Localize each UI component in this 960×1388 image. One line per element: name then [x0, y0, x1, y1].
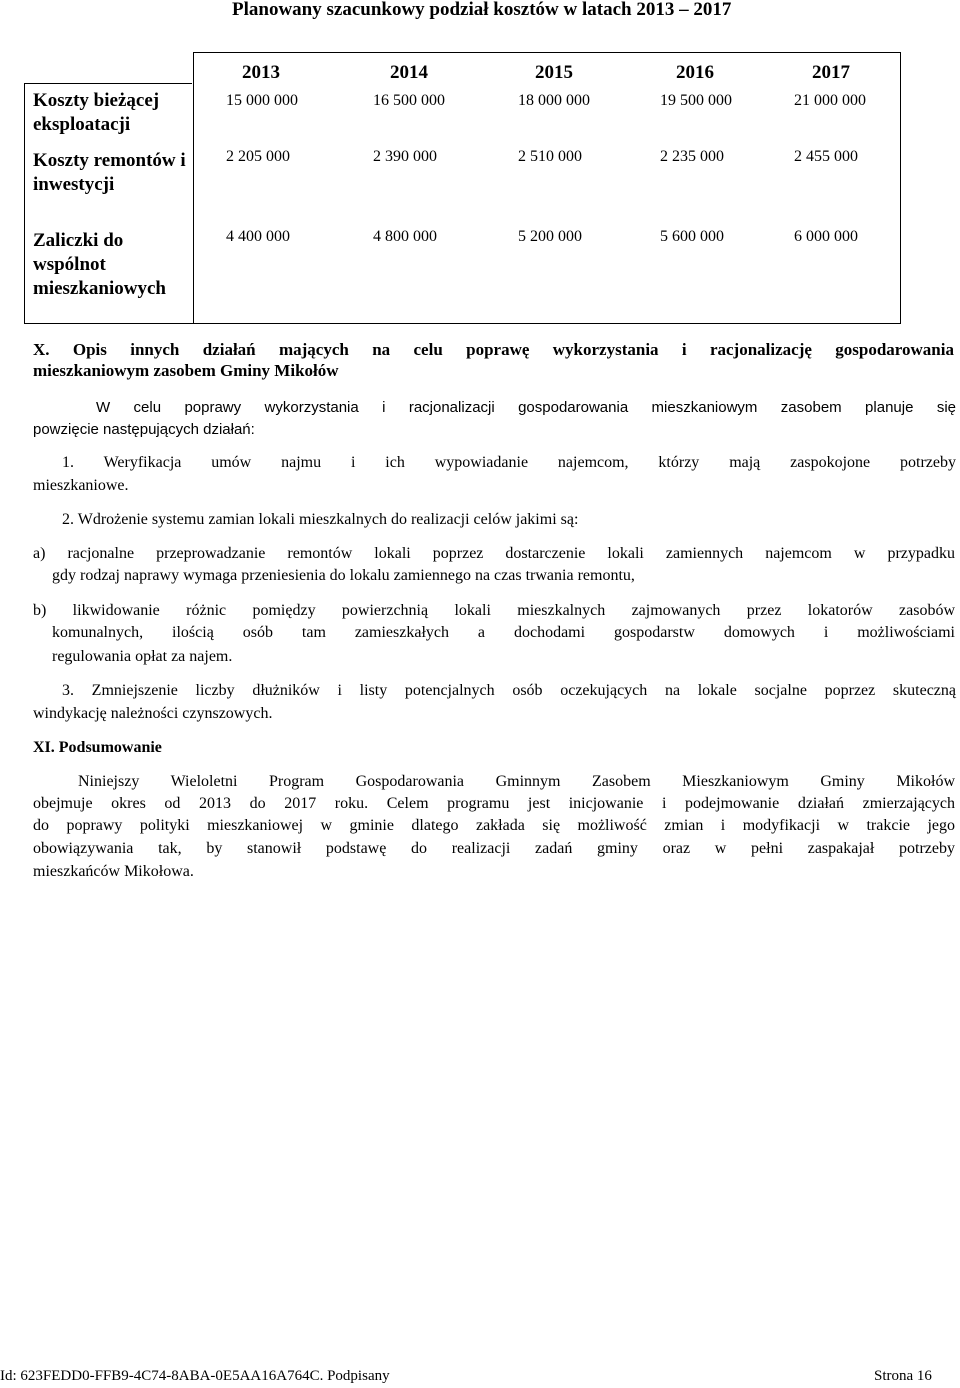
- list-item-2b: b) likwidowanie różnic pomiędzy powierzchnią lokali mieszkalnych zajmowanych przez lokatorów zasobów: [33, 602, 955, 619]
- section-x-intro-cont: powzięcie następujących działań:: [33, 421, 255, 438]
- document-id: Id: 623FEDD0-FFB9-4C74-8ABA-0E5AA16A764C. Podpisany: [0, 1368, 390, 1384]
- section-xi-heading: XI. Podsumowanie: [33, 739, 162, 756]
- cell-value: 2 205 000: [226, 148, 290, 165]
- list-item-3-cont: windykację należności czynszowych.: [33, 705, 273, 722]
- year-header: 2013: [242, 62, 280, 83]
- list-item-2a-cont: gdy rodzaj naprawy wymaga przeniesienia do lokalu zamiennego na czas trwania remontu,: [52, 567, 635, 584]
- cell-value: 5 200 000: [518, 228, 582, 245]
- cell-value: 16 500 000: [373, 92, 445, 109]
- cell-value: 19 500 000: [660, 92, 732, 109]
- cell-value: 2 390 000: [373, 148, 437, 165]
- row-label-community-advances: Zaliczki do wspólnot mieszkaniowych: [33, 230, 166, 299]
- list-item-2b-cont: regulowania opłat za najem.: [52, 648, 233, 665]
- section-x-heading-cont: mieszkaniowym zasobem Gminy Mikołów: [33, 361, 339, 380]
- list-item-2: 2. Wdrożenie systemu zamian lokali mieszkalnych do realizacji celów jakimi są:: [62, 511, 579, 528]
- section-x-heading: X. Opis innych działań mających na celu poprawę wykorzystania i racjonalizację gospodarowania: [33, 340, 954, 359]
- row-label-operating-costs: Koszty bieżącej eksploatacji: [33, 90, 160, 135]
- list-item-3: 3. Zmniejszenie liczby dłużników i listy potencjalnych osób oczekujących na lokale socjalne poprzez skuteczną: [62, 682, 956, 699]
- summary-paragraph: Niniejszy Wieloletni Program Gospodarowania Gminnym Zasobem Mieszkaniowym Gminy Mikołów: [78, 773, 955, 790]
- row-label-renovation-costs: Koszty remontów i inwestycji: [33, 150, 186, 195]
- page-title: Planowany szacunkowy podział kosztów w latach 2013 – 2017: [232, 0, 732, 20]
- values-grid: [193, 52, 901, 324]
- section-x-intro: W celu poprawy wykorzystania i racjonalizacji gospodarowania mieszkaniowym zasobem planuje się: [96, 399, 956, 416]
- cell-value: 4 400 000: [226, 228, 290, 245]
- summary-paragraph-cont: obejmuje okres od 2013 do 2017 roku. Celem programu jest inicjowanie i podejmowanie działań zmierzających: [33, 795, 955, 812]
- summary-paragraph-cont: obowiązywania tak, by stanowił podstawę do realizacji zadań gminy oraz w pełni zaspakajał potrzeby: [33, 840, 955, 857]
- year-header: 2015: [535, 62, 573, 83]
- cost-table: [24, 52, 900, 323]
- cell-value: 2 455 000: [794, 148, 858, 165]
- summary-paragraph-cont: mieszkańców Mikołowa.: [33, 863, 194, 880]
- cell-value: 21 000 000: [794, 92, 866, 109]
- summary-paragraph-cont: do poprawy polityki mieszkaniowej w gminie dlatego zakłada się możliwość zmian i modyfikacji w trakcie jego: [33, 817, 955, 834]
- year-header: 2014: [390, 62, 428, 83]
- cell-value: 18 000 000: [518, 92, 590, 109]
- year-header: 2017: [812, 62, 850, 83]
- year-header: 2016: [676, 62, 714, 83]
- cell-value: 2 235 000: [660, 148, 724, 165]
- list-item-1: 1. Weryfikacja umów najmu i ich wypowiadanie najemcom, którzy mają zaspokojone potrzeby: [62, 454, 956, 471]
- list-item-1-cont: mieszkaniowe.: [33, 477, 129, 494]
- cell-value: 5 600 000: [660, 228, 724, 245]
- row-labels: [24, 83, 194, 324]
- cell-value: 2 510 000: [518, 148, 582, 165]
- cell-value: 4 800 000: [373, 228, 437, 245]
- cell-value: 15 000 000: [226, 92, 298, 109]
- list-item-2a: a) racjonalne przeprowadzanie remontów lokali poprzez dostarczenie lokali zamiennych najemcom w przypadku: [33, 545, 955, 562]
- cell-value: 6 000 000: [794, 228, 858, 245]
- page-number: Strona 16: [874, 1368, 932, 1384]
- list-item-2b-cont: komunalnych, ilością osób tam zamieszkałych a dochodami gospodarstw domowych i możliwościami: [52, 624, 955, 641]
